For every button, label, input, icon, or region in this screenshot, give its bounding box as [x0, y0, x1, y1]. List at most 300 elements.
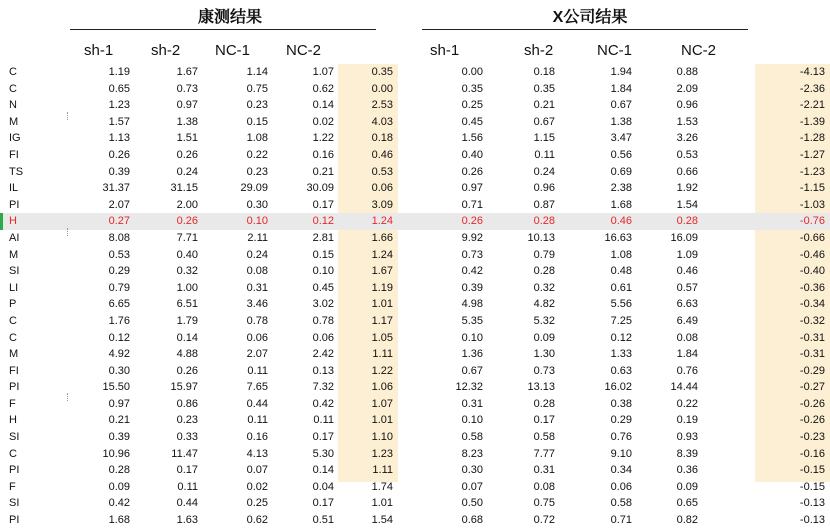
right-value-cell[interactable]: 0.18: [533, 66, 555, 78]
table-row[interactable]: [0, 446, 830, 463]
left-ratio-cell[interactable]: 1.11: [372, 464, 393, 477]
right-value-cell[interactable]: 0.63: [610, 364, 632, 377]
right-value-cell[interactable]: 2.09: [676, 82, 698, 95]
right-value-cell[interactable]: 0.67: [533, 115, 555, 128]
left-value-cell[interactable]: 0.14: [176, 331, 198, 344]
left-value-cell[interactable]: 0.02: [246, 480, 268, 493]
left-ratio-cell[interactable]: 1.17: [371, 314, 393, 327]
left-value-cell[interactable]: 0.27: [108, 215, 130, 228]
right-ratio-cell[interactable]: -0.13: [799, 497, 825, 510]
left-value-cell[interactable]: 0.53: [108, 248, 130, 261]
left-value-cell[interactable]: 0.17: [312, 198, 334, 211]
right-value-cell[interactable]: 16.09: [670, 231, 698, 244]
right-value-cell[interactable]: 0.26: [461, 215, 483, 228]
left-value-cell[interactable]: 0.26: [176, 148, 198, 161]
right-value-cell[interactable]: 0.39: [461, 281, 483, 294]
left-value-cell[interactable]: 0.16: [312, 148, 334, 161]
left-value-cell[interactable]: 0.13: [312, 364, 334, 377]
right-value-cell[interactable]: 0.25: [461, 99, 483, 112]
table-row[interactable]: [0, 363, 830, 380]
left-value-cell[interactable]: 0.26: [176, 215, 198, 228]
left-ratio-cell[interactable]: 1.74: [371, 480, 393, 493]
right-value-cell[interactable]: 7.77: [533, 447, 555, 460]
left-ratio-cell[interactable]: 4.03: [371, 115, 393, 128]
right-value-cell[interactable]: 0.48: [610, 265, 632, 278]
left-value-cell[interactable]: 0.44: [246, 397, 268, 410]
right-value-cell[interactable]: 6.63: [676, 298, 698, 311]
right-value-cell[interactable]: 8.23: [461, 447, 483, 460]
right-value-cell[interactable]: 0.82: [676, 514, 698, 527]
right-value-cell[interactable]: 1.15: [533, 132, 555, 145]
right-ratio-cell[interactable]: -0.23: [799, 431, 825, 444]
left-value-cell[interactable]: 8.08: [108, 231, 130, 244]
right-value-cell[interactable]: 3.26: [676, 132, 698, 145]
left-value-cell[interactable]: 1.76: [108, 314, 130, 327]
right-value-cell[interactable]: 1.94: [610, 66, 632, 78]
left-value-cell[interactable]: 3.02: [312, 298, 334, 311]
left-value-cell[interactable]: 2.00: [176, 198, 198, 211]
right-value-cell[interactable]: 0.12: [610, 331, 632, 344]
right-value-cell[interactable]: 0.22: [676, 397, 698, 410]
table-row[interactable]: [0, 230, 830, 247]
left-value-cell[interactable]: 0.17: [176, 464, 198, 477]
table-row[interactable]: [0, 330, 830, 347]
left-ratio-cell[interactable]: 1.67: [371, 265, 393, 278]
left-value-cell[interactable]: 0.42: [312, 397, 334, 410]
left-ratio-cell[interactable]: 1.66: [371, 231, 393, 244]
left-value-cell[interactable]: 0.12: [312, 215, 334, 228]
right-ratio-cell[interactable]: -2.36: [799, 82, 825, 95]
left-value-cell[interactable]: 0.25: [246, 497, 268, 510]
right-value-cell[interactable]: 0.50: [461, 497, 483, 510]
right-ratio-cell[interactable]: -0.27: [799, 381, 825, 394]
right-value-cell[interactable]: 0.58: [610, 497, 632, 510]
left-value-cell[interactable]: 1.57: [108, 115, 130, 128]
table-row[interactable]: [0, 114, 830, 131]
left-value-cell[interactable]: 0.62: [312, 82, 334, 95]
right-value-cell[interactable]: 0.71: [461, 198, 483, 211]
left-value-cell[interactable]: 31.15: [170, 182, 198, 195]
left-value-cell[interactable]: 1.68: [108, 514, 130, 527]
table-row[interactable]: [0, 280, 830, 297]
left-value-cell[interactable]: 0.79: [108, 281, 130, 294]
table-row[interactable]: [0, 379, 830, 396]
left-value-cell[interactable]: 2.42: [312, 348, 334, 361]
left-value-cell[interactable]: 0.33: [176, 431, 198, 444]
table-row[interactable]: [0, 346, 830, 363]
left-value-cell[interactable]: 0.23: [246, 165, 268, 178]
left-value-cell[interactable]: 0.26: [176, 364, 198, 377]
left-value-cell[interactable]: 0.06: [246, 331, 268, 344]
right-value-cell[interactable]: 0.73: [461, 248, 483, 261]
right-value-cell[interactable]: 3.47: [610, 132, 632, 145]
left-value-cell[interactable]: 10.96: [102, 447, 130, 460]
left-value-cell[interactable]: 2.81: [312, 231, 334, 244]
left-value-cell[interactable]: 0.16: [246, 431, 268, 444]
right-value-cell[interactable]: 0.79: [533, 248, 555, 261]
left-value-cell[interactable]: 7.71: [176, 231, 198, 244]
left-value-cell[interactable]: 0.51: [312, 514, 334, 527]
right-value-cell[interactable]: 0.58: [461, 431, 483, 444]
left-ratio-cell[interactable]: 1.06: [371, 381, 393, 394]
right-value-cell[interactable]: 0.58: [533, 431, 555, 444]
right-ratio-cell[interactable]: -0.29: [799, 364, 825, 377]
left-value-cell[interactable]: 1.23: [108, 99, 130, 112]
left-value-cell[interactable]: 0.14: [312, 464, 334, 477]
table-row[interactable]: [0, 164, 830, 181]
table-row[interactable]: [0, 479, 830, 496]
right-value-cell[interactable]: 0.08: [676, 331, 698, 344]
right-value-cell[interactable]: 0.28: [676, 215, 698, 228]
right-ratio-cell[interactable]: -4.13: [799, 66, 825, 78]
table-row[interactable]: [0, 296, 830, 313]
left-value-cell[interactable]: 1.19: [108, 66, 130, 78]
left-value-cell[interactable]: 0.42: [108, 497, 130, 510]
right-value-cell[interactable]: 0.09: [533, 331, 555, 344]
right-value-cell[interactable]: 0.09: [676, 480, 698, 493]
table-row[interactable]: [0, 180, 830, 197]
right-ratio-cell[interactable]: -1.15: [799, 182, 825, 195]
left-ratio-cell[interactable]: 0.18: [371, 132, 393, 145]
left-value-cell[interactable]: 0.30: [246, 198, 268, 211]
left-value-cell[interactable]: 0.11: [247, 414, 268, 427]
right-value-cell[interactable]: 0.87: [533, 198, 555, 211]
right-value-cell[interactable]: 0.08: [533, 480, 555, 493]
right-ratio-cell[interactable]: -1.28: [799, 132, 825, 145]
right-value-cell[interactable]: 0.96: [676, 99, 698, 112]
right-value-cell[interactable]: 10.13: [527, 231, 555, 244]
right-value-cell[interactable]: 0.97: [461, 182, 483, 195]
left-ratio-cell[interactable]: 1.24: [371, 248, 393, 261]
right-value-cell[interactable]: 0.72: [533, 514, 555, 527]
right-value-cell[interactable]: 5.35: [461, 314, 483, 327]
right-ratio-cell[interactable]: -1.03: [799, 198, 825, 211]
left-value-cell[interactable]: 4.88: [176, 348, 198, 361]
left-value-cell[interactable]: 0.12: [108, 331, 130, 344]
right-value-cell[interactable]: 0.28: [533, 215, 555, 228]
right-value-cell[interactable]: 1.68: [610, 198, 632, 211]
left-value-cell[interactable]: 7.65: [246, 381, 268, 394]
left-value-cell[interactable]: 3.46: [246, 298, 268, 311]
right-ratio-cell[interactable]: -0.26: [799, 414, 825, 427]
left-value-cell[interactable]: 11.47: [171, 447, 198, 460]
right-value-cell[interactable]: 7.25: [610, 314, 632, 327]
left-value-cell[interactable]: 1.07: [312, 66, 334, 78]
right-value-cell[interactable]: 0.73: [533, 364, 555, 377]
left-value-cell[interactable]: 0.65: [108, 82, 130, 95]
left-value-cell[interactable]: 0.10: [246, 215, 268, 228]
left-value-cell[interactable]: 0.15: [246, 115, 268, 128]
left-ratio-cell[interactable]: 1.19: [371, 281, 393, 294]
left-value-cell[interactable]: 0.40: [176, 248, 198, 261]
left-value-cell[interactable]: 31.37: [102, 182, 130, 195]
right-value-cell[interactable]: 1.30: [533, 348, 555, 361]
table-row[interactable]: [0, 462, 830, 479]
left-value-cell[interactable]: 0.11: [247, 364, 268, 377]
right-ratio-cell[interactable]: -0.31: [799, 331, 825, 344]
left-value-cell[interactable]: 0.14: [312, 99, 334, 112]
left-value-cell[interactable]: 1.63: [176, 514, 198, 527]
right-value-cell[interactable]: 2.38: [610, 182, 632, 195]
left-value-cell[interactable]: 0.97: [176, 99, 198, 112]
right-value-cell[interactable]: 1.84: [676, 348, 698, 361]
right-value-cell[interactable]: 4.98: [461, 298, 483, 311]
left-value-cell[interactable]: 2.07: [246, 348, 268, 361]
right-value-cell[interactable]: 1.09: [676, 248, 698, 261]
right-value-cell[interactable]: 8.39: [676, 447, 698, 460]
left-value-cell[interactable]: 30.09: [306, 182, 334, 195]
right-value-cell[interactable]: 0.46: [676, 265, 698, 278]
right-value-cell[interactable]: 0.76: [676, 364, 698, 377]
right-value-cell[interactable]: 0.61: [610, 281, 632, 294]
left-value-cell[interactable]: 0.23: [246, 99, 268, 112]
right-value-cell[interactable]: 0.19: [676, 414, 698, 427]
left-ratio-cell[interactable]: 0.35: [371, 66, 393, 78]
right-value-cell[interactable]: 0.32: [533, 281, 555, 294]
left-value-cell[interactable]: 0.78: [246, 314, 268, 327]
right-value-cell[interactable]: 0.30: [461, 464, 483, 477]
left-value-cell[interactable]: 0.17: [312, 497, 334, 510]
right-value-cell[interactable]: 4.82: [533, 298, 555, 311]
left-value-cell[interactable]: 0.44: [176, 497, 198, 510]
left-value-cell[interactable]: 0.62: [246, 514, 268, 527]
right-value-cell[interactable]: 0.28: [533, 397, 555, 410]
left-value-cell[interactable]: 0.28: [108, 464, 130, 477]
left-value-cell[interactable]: 0.86: [176, 397, 198, 410]
right-value-cell[interactable]: 12.32: [455, 381, 483, 394]
left-value-cell[interactable]: 6.51: [176, 298, 198, 311]
right-value-cell[interactable]: 0.46: [610, 215, 632, 228]
right-value-cell[interactable]: 0.29: [610, 414, 632, 427]
right-value-cell[interactable]: 0.31: [461, 397, 483, 410]
left-value-cell[interactable]: 0.73: [176, 82, 198, 95]
left-ratio-cell[interactable]: 1.01: [371, 414, 393, 427]
right-value-cell[interactable]: 0.00: [461, 66, 483, 78]
left-value-cell[interactable]: 1.67: [176, 66, 198, 78]
left-value-cell[interactable]: 5.30: [312, 447, 334, 460]
left-value-cell[interactable]: 1.38: [176, 115, 198, 128]
left-value-cell[interactable]: 0.24: [176, 165, 198, 178]
right-ratio-cell[interactable]: -0.66: [799, 231, 825, 244]
comparison-table[interactable]: [0, 64, 830, 529]
left-value-cell[interactable]: 1.79: [176, 314, 198, 327]
table-row[interactable]: [0, 263, 830, 280]
right-value-cell[interactable]: 0.28: [533, 265, 555, 278]
right-value-cell[interactable]: 0.57: [676, 281, 698, 294]
right-value-cell[interactable]: 0.69: [610, 165, 632, 178]
right-value-cell[interactable]: 0.56: [610, 148, 632, 161]
left-value-cell[interactable]: 1.14: [246, 66, 268, 78]
right-value-cell[interactable]: 14.44: [670, 381, 698, 394]
right-value-cell[interactable]: 5.32: [533, 314, 555, 327]
table-row[interactable]: [0, 97, 830, 114]
right-value-cell[interactable]: 1.36: [461, 348, 483, 361]
left-value-cell[interactable]: 0.31: [246, 281, 268, 294]
left-value-cell[interactable]: 0.75: [246, 82, 268, 95]
table-row[interactable]: [0, 512, 830, 529]
left-value-cell[interactable]: 0.45: [312, 281, 334, 294]
left-value-cell[interactable]: 0.30: [108, 364, 130, 377]
left-value-cell[interactable]: 0.39: [108, 431, 130, 444]
left-value-cell[interactable]: 0.97: [108, 397, 130, 410]
right-value-cell[interactable]: 0.35: [533, 82, 555, 95]
right-value-cell[interactable]: 0.40: [461, 148, 483, 161]
right-value-cell[interactable]: 5.56: [610, 298, 632, 311]
table-row[interactable]: [0, 429, 830, 446]
right-value-cell[interactable]: 0.35: [461, 82, 483, 95]
right-ratio-cell[interactable]: -0.32: [799, 314, 825, 327]
left-value-cell[interactable]: 4.92: [108, 348, 130, 361]
right-value-cell[interactable]: 0.07: [461, 480, 483, 493]
left-value-cell[interactable]: 0.26: [108, 148, 130, 161]
left-value-cell[interactable]: 4.13: [246, 447, 268, 460]
right-value-cell[interactable]: 0.53: [676, 148, 698, 161]
left-value-cell[interactable]: 1.13: [108, 132, 130, 145]
left-value-cell[interactable]: 0.11: [177, 480, 198, 493]
right-ratio-cell[interactable]: -0.13: [799, 514, 825, 527]
left-ratio-cell[interactable]: 1.24: [371, 215, 393, 228]
right-value-cell[interactable]: 0.68: [461, 514, 483, 527]
right-ratio-cell[interactable]: -0.46: [799, 248, 825, 261]
right-value-cell[interactable]: 0.36: [676, 464, 698, 477]
right-ratio-cell[interactable]: -0.34: [799, 298, 825, 311]
left-value-cell[interactable]: 0.21: [108, 414, 130, 427]
left-ratio-cell[interactable]: 1.22: [371, 364, 393, 377]
right-value-cell[interactable]: 0.38: [610, 397, 632, 410]
right-value-cell[interactable]: 6.49: [676, 314, 698, 327]
right-value-cell[interactable]: 1.84: [610, 82, 632, 95]
right-value-cell[interactable]: 0.76: [610, 431, 632, 444]
right-value-cell[interactable]: 0.17: [533, 414, 555, 427]
left-ratio-cell[interactable]: 1.07: [371, 397, 393, 410]
left-value-cell[interactable]: 0.29: [108, 265, 130, 278]
left-value-cell[interactable]: 0.02: [312, 115, 334, 128]
right-value-cell[interactable]: 16.63: [604, 231, 632, 244]
left-value-cell[interactable]: 2.11: [247, 231, 268, 244]
right-value-cell[interactable]: 0.21: [533, 99, 555, 112]
right-value-cell[interactable]: 0.93: [676, 431, 698, 444]
right-ratio-cell[interactable]: -1.27: [799, 148, 825, 161]
right-value-cell[interactable]: 1.53: [676, 115, 698, 128]
left-ratio-cell[interactable]: 0.46: [371, 148, 393, 161]
right-value-cell[interactable]: 1.38: [610, 115, 632, 128]
right-value-cell[interactable]: 0.10: [461, 414, 483, 427]
left-ratio-cell[interactable]: 1.11: [372, 348, 393, 361]
left-ratio-cell[interactable]: 0.53: [371, 165, 393, 178]
right-value-cell[interactable]: 0.31: [533, 464, 555, 477]
right-ratio-cell[interactable]: -0.15: [799, 464, 825, 477]
left-value-cell[interactable]: 1.08: [246, 132, 268, 145]
left-value-cell[interactable]: 0.08: [246, 265, 268, 278]
right-value-cell[interactable]: 1.54: [676, 198, 698, 211]
left-value-cell[interactable]: 15.97: [170, 381, 198, 394]
left-value-cell[interactable]: 0.04: [312, 480, 334, 493]
right-value-cell[interactable]: 16.02: [604, 381, 632, 394]
right-ratio-cell[interactable]: -0.76: [799, 215, 825, 228]
table-row[interactable]: [0, 412, 830, 429]
table-row[interactable]: [0, 197, 830, 214]
left-ratio-cell[interactable]: 1.01: [371, 298, 393, 311]
right-value-cell[interactable]: 0.11: [534, 148, 555, 161]
table-row[interactable]: [0, 130, 830, 147]
right-value-cell[interactable]: 0.10: [461, 331, 483, 344]
left-value-cell[interactable]: 0.10: [312, 265, 334, 278]
left-value-cell[interactable]: 6.65: [108, 298, 130, 311]
left-value-cell[interactable]: 29.09: [240, 182, 268, 195]
left-value-cell[interactable]: 2.07: [108, 198, 130, 211]
right-value-cell[interactable]: 0.88: [676, 66, 698, 78]
table-row[interactable]: [0, 313, 830, 330]
right-value-cell[interactable]: 0.71: [610, 514, 632, 527]
right-value-cell[interactable]: 0.06: [610, 480, 632, 493]
right-value-cell[interactable]: 0.45: [461, 115, 483, 128]
right-ratio-cell[interactable]: -0.31: [799, 348, 825, 361]
left-value-cell[interactable]: 0.39: [108, 165, 130, 178]
right-ratio-cell[interactable]: -0.26: [799, 397, 825, 410]
left-ratio-cell[interactable]: 1.10: [371, 431, 393, 444]
right-value-cell[interactable]: 1.33: [610, 348, 632, 361]
table-row[interactable]: [0, 396, 830, 413]
table-row[interactable]: [0, 64, 830, 81]
right-ratio-cell[interactable]: -0.40: [799, 265, 825, 278]
table-row[interactable]: [0, 213, 830, 230]
left-value-cell[interactable]: 0.24: [246, 248, 268, 261]
left-value-cell[interactable]: 0.15: [312, 248, 334, 261]
left-value-cell[interactable]: 0.09: [108, 480, 130, 493]
right-ratio-cell[interactable]: -2.21: [799, 99, 825, 112]
left-value-cell[interactable]: 0.23: [176, 414, 198, 427]
right-value-cell[interactable]: 9.92: [461, 231, 483, 244]
left-value-cell[interactable]: 0.07: [246, 464, 268, 477]
right-ratio-cell[interactable]: -0.15: [799, 480, 825, 493]
right-value-cell[interactable]: 0.34: [610, 464, 632, 477]
right-value-cell[interactable]: 0.96: [533, 182, 555, 195]
right-ratio-cell[interactable]: -0.36: [799, 281, 825, 294]
left-value-cell[interactable]: 0.11: [313, 414, 334, 427]
left-value-cell[interactable]: 7.32: [312, 381, 334, 394]
right-value-cell[interactable]: 0.65: [676, 497, 698, 510]
table-row[interactable]: [0, 81, 830, 98]
right-value-cell[interactable]: 0.67: [610, 99, 632, 112]
table-row[interactable]: [0, 247, 830, 264]
left-value-cell[interactable]: 0.32: [176, 265, 198, 278]
left-value-cell[interactable]: 1.22: [312, 132, 334, 145]
left-value-cell[interactable]: 0.06: [312, 331, 334, 344]
right-value-cell[interactable]: 0.75: [533, 497, 555, 510]
right-value-cell[interactable]: 0.42: [461, 265, 483, 278]
left-value-cell[interactable]: 0.21: [312, 165, 334, 178]
table-row[interactable]: [0, 147, 830, 164]
right-ratio-cell[interactable]: -1.23: [799, 165, 825, 178]
left-value-cell[interactable]: 0.22: [246, 148, 268, 161]
left-value-cell[interactable]: 1.00: [176, 281, 198, 294]
right-ratio-cell[interactable]: -0.16: [799, 447, 825, 460]
right-value-cell[interactable]: 1.56: [461, 132, 483, 145]
left-value-cell[interactable]: 15.50: [102, 381, 130, 394]
right-value-cell[interactable]: 0.24: [533, 165, 555, 178]
left-ratio-cell[interactable]: 1.01: [371, 497, 393, 510]
right-value-cell[interactable]: 0.66: [676, 165, 698, 178]
right-value-cell[interactable]: 13.13: [527, 381, 555, 394]
right-value-cell[interactable]: 1.08: [610, 248, 632, 261]
right-value-cell[interactable]: 9.10: [610, 447, 632, 460]
right-ratio-cell[interactable]: -1.39: [799, 115, 825, 128]
right-value-cell[interactable]: 0.26: [461, 165, 483, 178]
right-value-cell[interactable]: 0.67: [461, 364, 483, 377]
left-value-cell[interactable]: 0.17: [312, 431, 334, 444]
right-value-cell[interactable]: 1.92: [676, 182, 698, 195]
table-row[interactable]: [0, 495, 830, 512]
